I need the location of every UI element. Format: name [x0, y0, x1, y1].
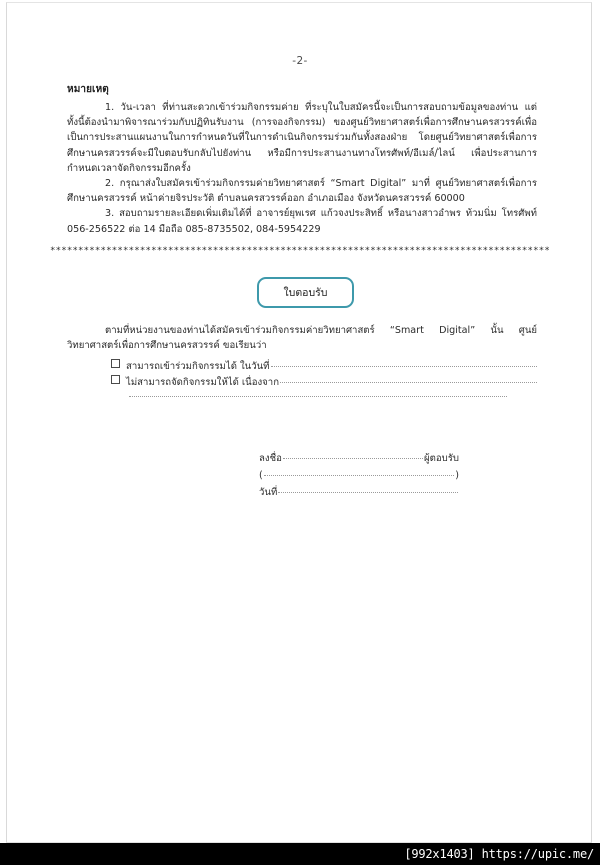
asterisk-divider: *****************************************************************************************	[49, 246, 551, 256]
signature-fill-line[interactable]	[283, 449, 423, 459]
paren-open-label: (	[259, 470, 263, 481]
printed-name-fill-line[interactable]	[264, 466, 455, 476]
reply-options-group	[111, 359, 537, 391]
checkbox-icon-attend[interactable]	[111, 359, 120, 368]
notes-heading: หมายเหตุ	[67, 84, 109, 95]
paren-close-label: )	[455, 470, 459, 481]
fill-in-line-decline[interactable]	[280, 373, 537, 383]
signature-row-date[interactable]	[259, 485, 459, 502]
signature-role-label: ผู้ตอบรับ	[424, 453, 459, 464]
reply-intro-section	[67, 323, 537, 353]
page-number: -2-	[292, 55, 308, 67]
fill-in-line-continuation[interactable]	[129, 396, 507, 397]
reply-intro-paragraph: ตามที่หน่วยงานของท่านได้สมัครเข้าร่วมกิจกรรมค่ายวิทยาศาสตร์ “Smart Digital” นั้น ศูนย์วิทยาศาสตร์เพื่อการศึกษานครสวรรค์ ขอเรียนว่า	[67, 325, 537, 352]
signature-block	[259, 451, 459, 502]
notes-paragraph-3: 3. สอบถามรายละเอียดเพิ่มเติมได้ที่ อาจารย์ยุพเรศ แก้วจงประสิทธิ์ หรือนางสาวอำพร ท้วมนิ่ม โทรศัพท์ 056-256522 ต่อ 14 มือถือ 085-8735502, 084-5954229	[67, 208, 537, 235]
reply-slip-title-label: ใบตอบรับ	[283, 287, 328, 299]
signature-label: ลงชื่อ	[259, 453, 282, 464]
reply-slip-title-box	[257, 277, 354, 308]
date-fill-line[interactable]	[278, 483, 458, 493]
document-page	[6, 2, 592, 843]
date-label: วันที่	[259, 487, 278, 498]
reply-option-decline[interactable]	[111, 375, 537, 391]
notes-section	[67, 82, 537, 237]
reply-option-decline-label: ไม่สามารถจัดกิจกรรมให้ได้ เนื่องจาก	[126, 377, 279, 388]
watermark-label: [992x1403] https://upic.me/	[404, 847, 594, 861]
notes-paragraph-2: 2. กรุณาส่งใบสมัครเข้าร่วมกิจกรรมค่ายวิทยาศาสตร์ “Smart Digital” มาที่ ศูนย์วิทยาศาสตร์เพื่อการศึกษานครสวรรค์ หน้าค่ายจิรประวัติ ตำบลนครสวรรค์ออก อำเภอเมือง จังหวัดนครสวรรค์ 60000	[67, 178, 537, 205]
reply-option-attend-label: สามารถเข้าร่วมกิจกรรมได้ ในวันที่	[126, 361, 270, 372]
watermark-footer-bar	[0, 843, 600, 865]
fill-in-line-attend[interactable]	[271, 357, 538, 367]
notes-paragraph-1: 1. วัน-เวลา ที่ท่านสะดวกเข้าร่วมกิจกรรมค่าย ที่ระบุในใบสมัครนี้จะเป็นการสอบถามข้อมูลของท่าน แต่ทั้งนี้ต้องนำมาพิจารณาร่วมกับปฏิทินรับงาน (การจองกิจกรรม) ของศูนย์วิทยาศาสตร์เพื่อการศึกษานครสวรรค์เพื่อเป็นการประสานแผนงานในการกำหนดวันที่ในการดำเนินกิจกรรมร่วมกันทั้งสองฝ่าย โดยศูนย์วิทยาศาสตร์เพื่อการศึกษานครสวรรค์จะมีใบตอบรับกลับไปยังท่าน หรือมีการประสานงานทางโทรศัพท์/อีเมล์/ไลน์ เพื่อประสานการกำหนดเวลาจัดกิจกรรมอีกครั้ง	[67, 102, 537, 174]
checkbox-icon-decline[interactable]	[111, 375, 120, 384]
